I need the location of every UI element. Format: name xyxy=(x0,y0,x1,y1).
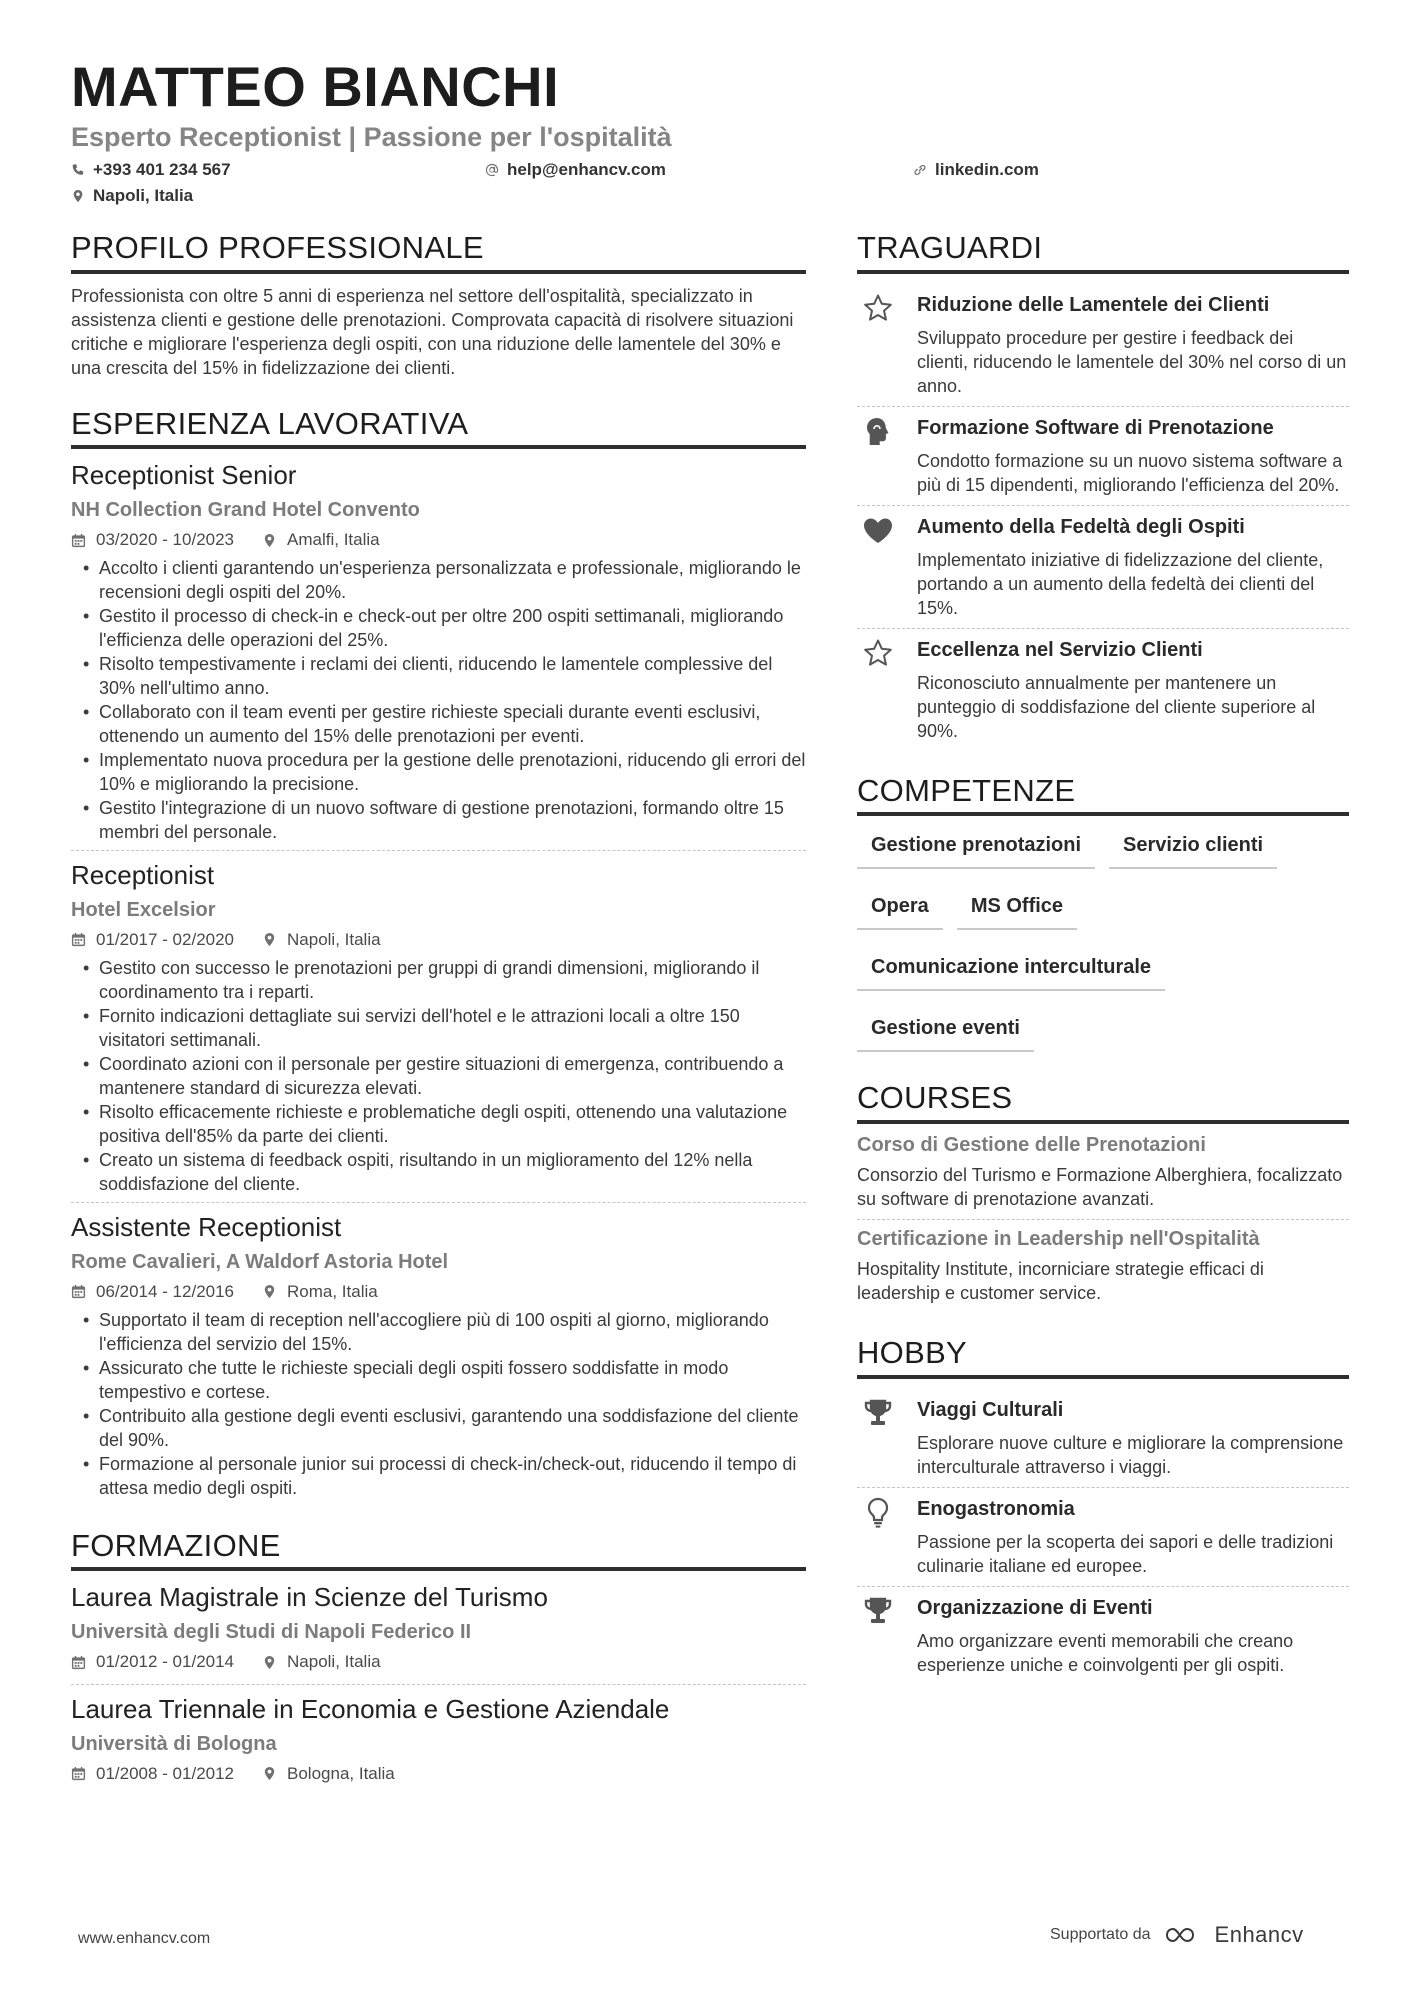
item-icon-wrap xyxy=(857,637,917,743)
achievement-entry xyxy=(857,407,1349,506)
job-location-text: Roma, Italia xyxy=(287,1281,378,1301)
section-title: PROFILO PROFESSIONALE xyxy=(71,230,806,274)
brand-name: Enhancv xyxy=(1214,1922,1304,1947)
job-bullets xyxy=(71,1308,806,1500)
job-bullet: • Assicurato che tutte le richieste speciali degli ospiti fossero soddisfatte in modo tempestivo e cortese. xyxy=(71,1356,806,1404)
job-bullet: • Formazione al personale junior sui processi di check-in/check-out, riducendo il tempo di attesa medio degli ospiti. xyxy=(71,1452,806,1500)
trophy-icon xyxy=(861,1397,895,1431)
link-icon xyxy=(913,163,927,177)
candidate-name: MATTEO BIANCHI xyxy=(71,55,560,118)
item-title: Viaggi Culturali xyxy=(917,1398,1064,1421)
job-company: Rome Cavalieri, A Waldorf Astoria Hotel xyxy=(71,1250,449,1273)
at-icon xyxy=(485,163,499,177)
job-title: Receptionist xyxy=(71,860,215,891)
calendar-icon xyxy=(71,1655,86,1670)
calendar-icon xyxy=(71,1284,86,1299)
section-title: TRAGUARDI xyxy=(857,230,1349,274)
contact-linkedin[interactable] xyxy=(913,160,1039,180)
section-title: FORMAZIONE xyxy=(71,1528,806,1572)
item-icon-wrap xyxy=(857,514,917,620)
item-icon-wrap xyxy=(857,292,917,398)
education-list xyxy=(71,1581,806,1796)
hobby-entry xyxy=(857,1389,1349,1488)
education-location-text: Bologna, Italia xyxy=(287,1763,395,1783)
location-pin-icon xyxy=(262,1766,277,1781)
degree-title: Laurea Triennale in Economia e Gestione Aziendale xyxy=(71,1694,670,1725)
job-location xyxy=(262,530,380,550)
achievement-list xyxy=(857,284,1349,751)
calendar-icon xyxy=(71,533,86,548)
job-bullets xyxy=(71,956,806,1196)
footer-branding xyxy=(1050,1922,1304,1948)
job-meta xyxy=(71,930,806,950)
job-dates xyxy=(71,530,234,550)
item-title: Aumento della Fedeltà degli Ospiti xyxy=(917,515,1245,538)
phone-icon xyxy=(71,163,85,177)
course-list xyxy=(857,1134,1349,1313)
job-bullet: • Accolto i clienti garantendo un'esperienza personalizzata e professionale, migliorando le recensioni degli ospiti del 20%. xyxy=(71,556,806,604)
item-description: Esplorare nuove culture e migliorare la comprensione interculturale attraverso i viaggi. xyxy=(917,1432,1344,1477)
right-column xyxy=(857,230,1349,1685)
footer-website[interactable]: www.enhancv.com xyxy=(78,1930,211,1947)
hobbies-section xyxy=(857,1335,1349,1685)
achievements-section xyxy=(857,230,1349,751)
star-icon xyxy=(861,637,895,671)
item-body xyxy=(917,637,1349,743)
left-column xyxy=(71,230,806,1804)
item-icon-wrap xyxy=(857,1595,917,1677)
item-body xyxy=(917,415,1349,497)
job-bullet: • Risolto efficacemente richieste e problematiche degli ospiti, ottenendo una valutazione positiva dell'85% da parte dei clienti. xyxy=(71,1100,806,1148)
course-entry xyxy=(857,1134,1349,1220)
job-bullet: • Collaborato con il team eventi per gestire richieste speciali durante eventi esclusivi, ottenendo un aumento del 15% delle prenotazioni per eventi. xyxy=(71,700,806,748)
job-location-text: Amalfi, Italia xyxy=(287,530,380,550)
head-icon xyxy=(861,415,895,449)
profile-summary: Professionista con oltre 5 anni di esperienza nel settore dell'ospitalità, specializzato in assistenza clienti e gestione delle prenotazioni. Comprovata capacità di risolvere situazioni critiche e migliorare l'esperienza degli ospiti, con una riduzione delle lamentele del 30% e una crescita del 15% in fidelizzazione dei clienti. xyxy=(71,285,794,378)
item-title: Formazione Software di Prenotazione xyxy=(917,416,1274,439)
course-title: Certificazione in Leadership nell'Ospitalità xyxy=(857,1227,1260,1250)
section-title: ESPERIENZA LAVORATIVA xyxy=(71,406,806,450)
item-description: Condotto formazione su un nuovo sistema software a più di 15 dipendenti, migliorando l'efficienza del 20%. xyxy=(917,450,1343,495)
job-bullet: • Implementato nuova procedura per la gestione delle prenotazioni, riducendo gli errori del 10% e migliorando la precisione. xyxy=(71,748,806,796)
contact-location xyxy=(71,186,193,206)
item-description: Passione per la scoperta dei sapori e delle tradizioni culinarie italiane ed europee. xyxy=(917,1531,1334,1576)
item-body xyxy=(917,514,1349,620)
school-name: Università di Bologna xyxy=(71,1732,277,1755)
achievement-entry xyxy=(857,506,1349,629)
item-title: Eccellenza nel Servizio Clienti xyxy=(917,638,1203,661)
location-text: Napoli, Italia xyxy=(93,186,194,205)
calendar-icon xyxy=(71,1766,86,1781)
skill-tag: Gestione prenotazioni xyxy=(857,828,1095,869)
heart-icon xyxy=(861,514,895,548)
job-bullet: • Coordinato azioni con il personale per gestire situazioni di emergenza, contribuendo a mantenere standard di sicurezza elevati. xyxy=(71,1052,806,1100)
section-title: HOBBY xyxy=(857,1335,1349,1379)
education-section xyxy=(71,1528,806,1796)
job-dates-text: 06/2014 - 12/2016 xyxy=(96,1281,235,1301)
job-entry xyxy=(71,859,806,1203)
job-dates xyxy=(71,930,234,950)
job-meta xyxy=(71,530,806,550)
location-pin-icon xyxy=(262,932,277,947)
job-company: NH Collection Grand Hotel Convento xyxy=(71,499,420,522)
job-bullet: • Gestito con successo le prenotazioni per gruppi di grandi dimensioni, migliorando il coordinamento tra i reparti. xyxy=(71,956,806,1004)
education-location xyxy=(262,1652,381,1672)
item-icon-wrap xyxy=(857,1397,917,1479)
item-title: Enogastronomia xyxy=(917,1497,1075,1520)
item-title: Riduzione delle Lamentele dei Clienti xyxy=(917,293,1270,316)
job-dates xyxy=(71,1282,234,1302)
location-pin-icon xyxy=(262,1655,277,1670)
job-bullet: • Creato un sistema di feedback ospiti, risultando in un miglioramento del 12% nella soddisfazione del cliente. xyxy=(71,1148,806,1196)
job-title: Receptionist Senior xyxy=(71,460,297,491)
hobby-entry xyxy=(857,1488,1349,1587)
school-name: Università degli Studi di Napoli Federico II xyxy=(71,1621,472,1644)
course-description: Consorzio del Turismo e Formazione Alberghiera, focalizzato su software di prenotazione avanzati. xyxy=(857,1164,1343,1209)
trophy-icon xyxy=(861,1595,895,1629)
job-company: Hotel Excelsior xyxy=(71,898,216,921)
skill-tag: Servizio clienti xyxy=(1109,828,1277,869)
job-title: Assistente Receptionist xyxy=(71,1211,342,1242)
enhancv-logo-icon xyxy=(1163,1924,1207,1946)
job-bullet: • Supportato il team di reception nell'accogliere più di 100 ospiti al giorno, migliorando l'efficienza del servizio del 15%. xyxy=(71,1308,806,1356)
education-meta xyxy=(71,1652,806,1672)
item-icon-wrap xyxy=(857,415,917,497)
skill-tag: Gestione eventi xyxy=(857,1011,1034,1052)
courses-section xyxy=(857,1080,1349,1313)
item-icon-wrap xyxy=(857,1496,917,1578)
contact-email[interactable] xyxy=(485,160,666,180)
job-meta xyxy=(71,1282,806,1302)
education-location-text: Napoli, Italia xyxy=(287,1652,381,1672)
job-location xyxy=(262,1282,378,1302)
location-pin-icon xyxy=(262,533,277,548)
calendar-icon xyxy=(71,932,86,947)
item-title: Organizzazione di Eventi xyxy=(917,1596,1153,1619)
job-bullet: • Gestito il processo di check-in e check-out per oltre 200 ospiti settimanali, migliorando l'efficienza delle operazioni del 25%. xyxy=(71,604,806,652)
location-pin-icon xyxy=(71,189,85,203)
course-description: Hospitality Institute, incorniciare strategie efficaci di leadership e customer service. xyxy=(857,1258,1264,1303)
degree-title: Laurea Magistrale in Scienze del Turismo xyxy=(71,1582,548,1613)
item-body xyxy=(917,1496,1349,1578)
skill-tag: Opera xyxy=(857,889,943,930)
achievement-entry xyxy=(857,284,1349,407)
education-dates xyxy=(71,1764,234,1784)
item-body xyxy=(917,1595,1349,1677)
job-bullet: • Risolto tempestivamente i reclami dei clienti, riducendo le lamentele complessive del 30% nell'ultimo anno. xyxy=(71,652,806,700)
job-location xyxy=(262,930,381,950)
achievement-entry xyxy=(857,629,1349,751)
education-entry xyxy=(71,1693,806,1796)
linkedin-text: linkedin.com xyxy=(935,160,1039,179)
skills-section xyxy=(857,773,1349,1073)
phone-text: +393 401 234 567 xyxy=(93,160,231,179)
location-pin-icon xyxy=(262,1284,277,1299)
email-text: help@enhancv.com xyxy=(507,160,666,179)
education-meta xyxy=(71,1764,806,1784)
section-title: COMPETENZE xyxy=(857,773,1349,817)
item-body xyxy=(917,1397,1349,1479)
experience-section xyxy=(71,406,806,1506)
skill-list xyxy=(857,828,1349,1072)
item-description: Implementato iniziative di fidelizzazione del cliente, portando a un aumento della fedeltà dei clienti del 15%. xyxy=(917,549,1324,618)
job-dates-text: 03/2020 - 10/2023 xyxy=(96,530,235,550)
job-bullet: • Contribuito alla gestione degli eventi esclusivi, garantendo una soddisfazione del cliente del 90%. xyxy=(71,1404,806,1452)
profile-section xyxy=(71,230,806,380)
education-location xyxy=(262,1764,395,1784)
job-bullet: • Fornito indicazioni dettagliate sui servizi dell'hotel e le attrazioni locali a oltre 150 visitatori settimanali. xyxy=(71,1004,806,1052)
skill-tag: MS Office xyxy=(957,889,1077,930)
hobby-entry xyxy=(857,1587,1349,1685)
skill-tag: Comunicazione interculturale xyxy=(857,950,1165,991)
lightbulb-icon xyxy=(861,1496,895,1530)
job-bullet: • Gestito l'integrazione di un nuovo software di gestione prenotazioni, formando oltre 15 membri del personale. xyxy=(71,796,806,844)
education-dates-text: 01/2008 - 01/2012 xyxy=(96,1763,235,1783)
item-description: Sviluppato procedure per gestire i feedback dei clienti, riducendo le lamentele del 30% nel corso di un anno. xyxy=(917,327,1347,396)
star-icon xyxy=(861,292,895,326)
job-bullets xyxy=(71,556,806,844)
course-entry xyxy=(857,1228,1349,1313)
job-location-text: Napoli, Italia xyxy=(287,929,381,949)
contact-phone[interactable] xyxy=(71,160,231,180)
powered-by-text: Supportato da xyxy=(1050,1926,1151,1943)
candidate-tagline: Esperto Receptionist | Passione per l'ospitalità xyxy=(71,122,672,152)
job-list xyxy=(71,459,806,1505)
job-entry xyxy=(71,1211,806,1506)
section-title: COURSES xyxy=(857,1080,1349,1124)
education-dates xyxy=(71,1652,234,1672)
item-body xyxy=(917,292,1349,398)
item-description: Riconosciuto annualmente per mantenere un punteggio di soddisfazione del cliente superiore al 90%. xyxy=(917,672,1316,741)
course-title: Corso di Gestione delle Prenotazioni xyxy=(857,1133,1206,1156)
education-dates-text: 01/2012 - 01/2014 xyxy=(96,1652,235,1672)
job-entry xyxy=(71,459,806,851)
education-entry xyxy=(71,1581,806,1685)
hobby-list xyxy=(857,1389,1349,1685)
job-dates-text: 01/2017 - 02/2020 xyxy=(96,929,235,949)
item-description: Amo organizzare eventi memorabili che creano esperienze uniche e coinvolgenti per gli ospiti. xyxy=(917,1630,1294,1675)
